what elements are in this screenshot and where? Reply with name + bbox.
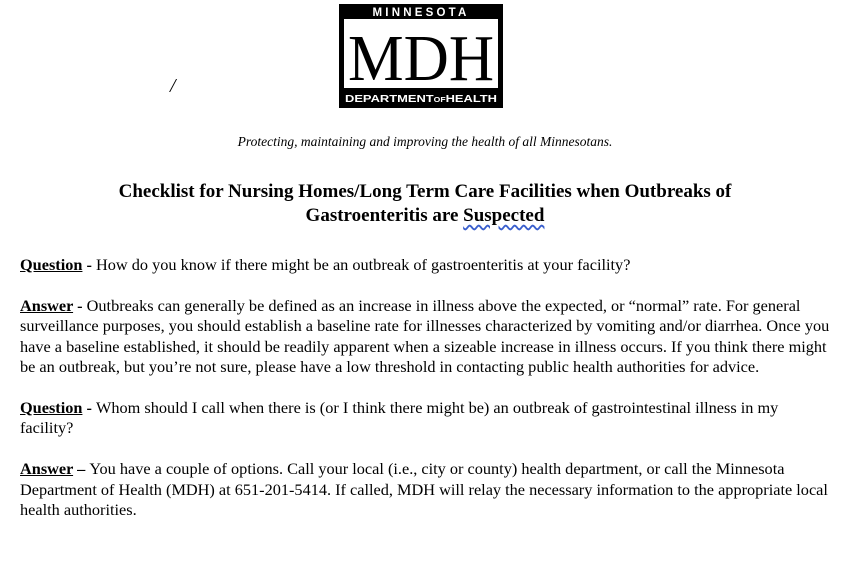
logo-main-text: MDH — [348, 22, 494, 95]
answer-text: Outbreaks can generally be defined as an increase in illness above the expected, or “normal” rate. For general surveillance purposes, you should establish a baseline rate for illnesses characterized by vomiting and/or diarrhea. Once you have a baseline established, it should be readily apparent when a sizeable increase in illness occurs. If you think there might be an outbreak, but you’re not sure, please have a low threshold in contacting public health authorities for advice. — [20, 296, 830, 376]
answer-2 — [20, 459, 832, 520]
spellcheck-flagged-word: Suspected — [463, 205, 545, 226]
answer-label: Answer — [20, 459, 74, 479]
logo-bottom-text-of: OF — [433, 97, 444, 104]
separator: – — [73, 459, 90, 479]
answer-1 — [20, 296, 832, 377]
title-line-2 — [30, 204, 820, 228]
question-2 — [20, 398, 832, 438]
question-label: Question — [20, 255, 83, 274]
svg-text:DEPARTMENTOFHEALTH — [345, 93, 497, 105]
separator: - — [82, 398, 96, 418]
tagline: Protecting, maintaining and improving the health of all Minnesotans. — [237, 134, 613, 149]
logo-bottom-text-left: DEPARTMENT — [345, 93, 418, 105]
logo-bottom-text-right: HEALTH — [445, 93, 488, 105]
mdh-logo — [339, 4, 503, 108]
question-label: Question — [20, 398, 83, 418]
question-text: Whom should I call when there is (or I think there might be) an outbreak of gastrointestinal illness in my facility? — [20, 398, 779, 438]
separator: - — [73, 296, 87, 316]
title-line-1: Checklist for Nursing Homes/Long Term Care Facilities when Outbreaks of — [118, 181, 732, 202]
logo-top-text: MINNESOTA — [372, 7, 470, 19]
answer-text: You have a couple of options. Call your local (i.e., city or county) health department, or call the Minnesota Department of Health (MDH) at 651-201-5414. If called, MDH will relay the necessary information to the appropriate local health authorities. — [20, 459, 828, 519]
document-body — [20, 255, 832, 541]
separator: - — [82, 255, 96, 274]
question-text: How do you know if there might be an outbreak of gastroenteritis at your facility? — [96, 255, 631, 274]
answer-label: Answer — [20, 296, 74, 316]
document-title — [30, 180, 820, 228]
title-line-2-text: Gastroenteritis are — [305, 205, 464, 226]
stray-slash-mark: / — [170, 75, 176, 97]
question-1 — [20, 255, 832, 275]
